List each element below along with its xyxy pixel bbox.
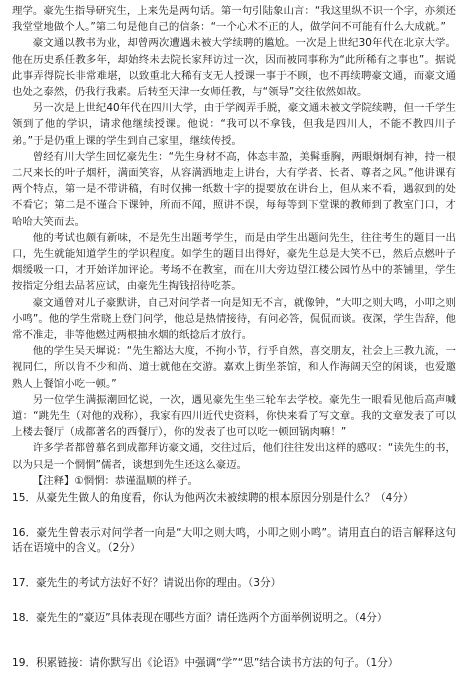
passage-paragraph-7: 他的学生吴天墀说：“先生豁达大度，不拘小节，行乎自然，喜交朋友，社会上三教九流，一视同仁，所以肯不少和尚、道士就他在交游。嘉欢上街坐茶馆，和人作海阔天空的闲谈，也爱邀熟人上餐馆小吃一顿。”: [12, 345, 456, 390]
passage-paragraph-5: 他的考试也颇有新味，不是先生出题考学生，而是由学生出题问先生，往往考生的题目一出口，先生就能知道学生的学识程度。如学生的题目出得好，豪先生总是大笑不已，然后点燃叶子烟缓吸一口，才开始详加评论。考场不在教室，而在川大旁边望江楼公园竹丛中的茶铺里，学生按指定分组去品茗应试，由豪先生掏钱招待吃茶。: [12, 231, 456, 293]
annotation-note: 【注释】①惘惘：恭谨温顺的样子。: [32, 474, 198, 487]
answer-space-17: [12, 591, 456, 611]
answer-space-18: [12, 626, 456, 656]
passage-paragraph-4: 曾经有川大学生回忆豪先生：“先生身材不高，体态丰盈，美髯垂胸，两眼炯炯有神，持一根二尺来长的叶子烟杆，满面笑容，从容满洒地走上讲台，大有学者、长者、尊者之风。”他讲课有两个特点，第一是不带讲稿，有时仅拂一纸数十字的提要放在讲台上，但从来不看，遇叙到的处不看它；第二是不谨合下课钟，所而不闻，照讲不误，每每等到下堂课的教师到了教室门口，才哈哈大笑而去。: [12, 150, 456, 228]
answer-space-15: [12, 506, 456, 526]
question-list: [12, 491, 456, 671]
answer-space-16: [12, 556, 456, 576]
passage-paragraph-1: 理学。豪先生指导研究生，上来先是两句话。第一句引陆象山言：“我这里纵不识一个字，亦须还我堂堂地做个人。”第二句是他自己的信条：“一个心术不正的人，做学问不可能有什么大成就。”: [12, 5, 456, 34]
question-15: 15．从豪先生做人的角度看，你认为他两次未被续聘的根本原因分别是什么？（4分）: [12, 492, 414, 505]
question-16: 16．豪先生曾表示对问学者一向是“大叩之则大鸣，小叩之则小鸣”。请用直白的语言解释这句话在语境中的含义。（2分）: [12, 527, 456, 555]
reading-passage: [12, 3, 456, 489]
question-17: 17．豪先生的考试方法好不好？请说出你的理由。（3分）: [12, 577, 282, 590]
passage-paragraph-2: 豪文通以教书为业，却曾两次遭遇未被大学续聘的尴尬。一次是上世纪30年代在北京大学。他在历史系任教多年，却始终未去院长家拜访过一次，因而被同事称为“此所稀有之事也”。据说此事弄得院长非常难堪，以致重北大稀有支无人授课一事于不顾，也不再续聘豪文通，而豪文通也处之泰然，仍我行我素。后转至天津一女师任教，与“领导”交往依然如故。: [12, 37, 456, 99]
question-19: 19．积累链接：请你默写出《论语》中强调“学”“思”结合读书方法的句子。（1分）: [12, 657, 399, 670]
passage-paragraph-6: 豪文通曾对儿子豪默讲，自己对问学者一向是知无不言，就像钟，“大叩之则大鸣，小叩之则小鸣”。他的学生常晓上登门问学，他总是热情接待，有问必答，侃侃而谈。夜深，学生告辞，他常不准走，非等他燃过两根抽水烟的纸捻后才放行。: [12, 296, 456, 342]
passage-paragraph-8: 另一位学生满振潮回忆说，一次，遇见豪先生坐三轮车去学校。豪先生一眼看见他后高声喊道：“跳先生（对他的戏称），我家有四川近代史资料，你快来看了写文章。我的文章发表了可以上楼去餐厅（成都著名的西餐厅），你的发表了也可以吃一顿回锅肉嘛！”: [12, 393, 456, 439]
question-18: 18．豪先生的“豪迈”具体表现在哪些方面？请任选两个方面举例说明之。（4分）: [12, 612, 388, 625]
passage-paragraph-9: 许多学者都曾慕名到成都拜访豪文通，交往过后，他们往往发出这样的感叹：“读先生的书，以为只是一个惘惘”儒者，谈想到先生还这么豪迈。: [12, 442, 456, 471]
passage-paragraph-3: 另一次是上世纪40年代在四川大学，由于学阀弄手脱，豪文通未被文学院续聘，但一千学生领到了他的学识，请求他继续授课。他说：“我可以不拿钱，但我是四川人，不能不教四川子弟。”于是仍重上课的学生到自己家里，继续传授。: [12, 102, 456, 147]
